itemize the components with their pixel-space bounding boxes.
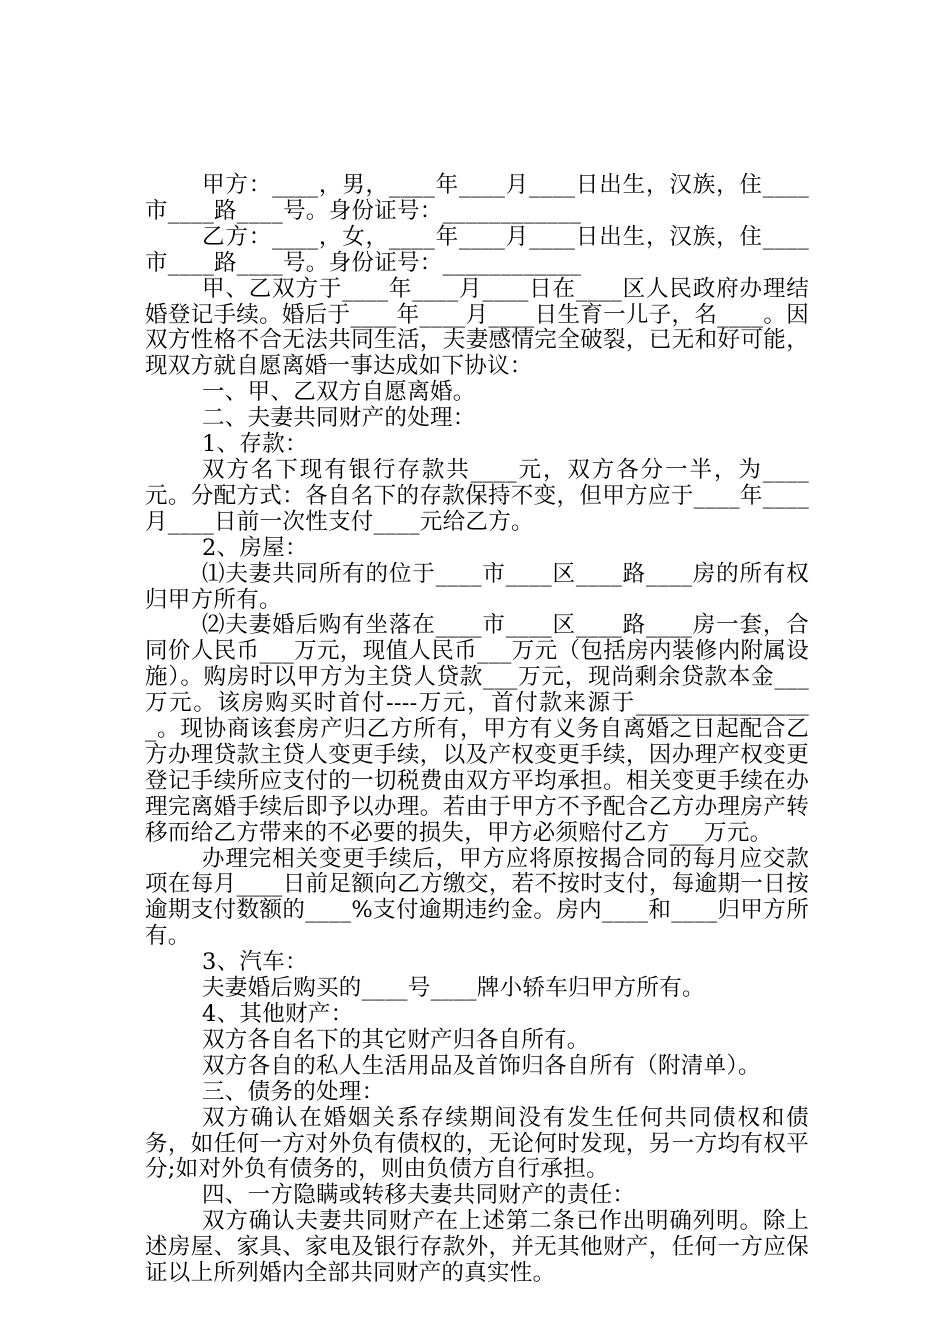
party-b-info: 乙方：____，女，____年____月____日出生，汉族，住____市____路____号。身份证号：____________ — [145, 223, 809, 276]
other-property-text-1: 双方各自名下的其它财产归各自所有。 — [202, 1026, 590, 1053]
other-property-heading: 4、其他财产： — [202, 1001, 354, 1027]
housing-item-2: ⑵夫妻婚后购有坐落在____市____区____路____房一套，合同价人民币___万元，现值人民币___万元（包括房内装修内附属设施）。购房时以甲方为主贷人贷款___万元，现尚剩余贷款本金___万元。该房购买时首付----万元，首付款来源于________________。现协商该套房产归乙方所有，甲方有义务自离婚之日起配合乙方办理贷款主贷人变更手续，以及产权变更手续，因办理产权变更登记手续所应支付的一切税费由双方平均承担。相关变更手续在办理完离婚手续后即予以办理。若由于甲方不予配合乙方办理房产转移而给乙方带来的不必要的损失，甲方必须赔付乙方___万元。 — [145, 612, 809, 846]
clause-3-heading: 三、债务的处理： — [202, 1078, 385, 1105]
mortgage-payment-text: 办理完相关变更手续后，甲方应将原按揭合同的每月应交款项在每月____日前足额向乙方缴交，若不按时支付，每逾期一日按逾期支付数额的____%支付逾期违约金。房内____和____归甲方所有。 — [145, 845, 809, 950]
other-property-text-2: 双方各自的私人生活用品及首饰归各自所有（附清单）。 — [202, 1052, 761, 1079]
party-a-info: 甲方：____，男，____年____月____日出生，汉族，住____市____路____号。身份证号：____________ — [145, 172, 809, 224]
deposits-text: 双方名下现有银行存款共____元，双方各分一半，为____元。分配方式：各自名下的存款保持不变，但甲方应于____年____月____日前一次性支付____元给乙方。 — [145, 456, 809, 535]
car-heading: 3、汽车： — [202, 949, 308, 976]
document-body — [145, 173, 809, 1287]
clause-4-heading: 四、一方隐瞒或转移夫妻共同财产的责任： — [202, 1182, 636, 1209]
debts-text: 双方确认在婚姻关系存续期间没有发生任何共同债权和债务，如任何一方对外负有债权的，无论何时发现，另一方均有权平分;如对外负有债务的，则由负债方自行承担。 — [145, 1104, 809, 1183]
clause-2-heading: 二、夫妻共同财产的处理： — [202, 405, 476, 432]
housing-item-1: ⑴夫妻共同所有的位于____市____区____路____房的所有权归甲方所有。 — [145, 560, 809, 613]
marriage-background: 甲、乙双方于____年____月____日在____区人民政府办理结婚登记手续。婚后于____年____月____日生育一儿子，名____。因双方性格不合无法共同生活，夫妻感情完全破裂，已无和好可能，现双方就自愿离婚一事达成如下协议： — [145, 275, 809, 380]
housing-heading: 2、房屋： — [202, 534, 308, 561]
concealment-text: 双方确认夫妻共同财产在上述第二条已作出明确列明。除上述房屋、家具、家电及银行存款外，并无其他财产，任何一方应保证以上所列婚内全部共同财产的真实性。 — [145, 1208, 809, 1287]
car-text: 夫妻婚后购买的____号____牌小轿车归甲方所有。 — [202, 975, 705, 1002]
clause-1-heading: 一、甲、乙双方自愿离婚。 — [202, 379, 476, 406]
deposits-heading: 1、存款： — [202, 431, 308, 458]
